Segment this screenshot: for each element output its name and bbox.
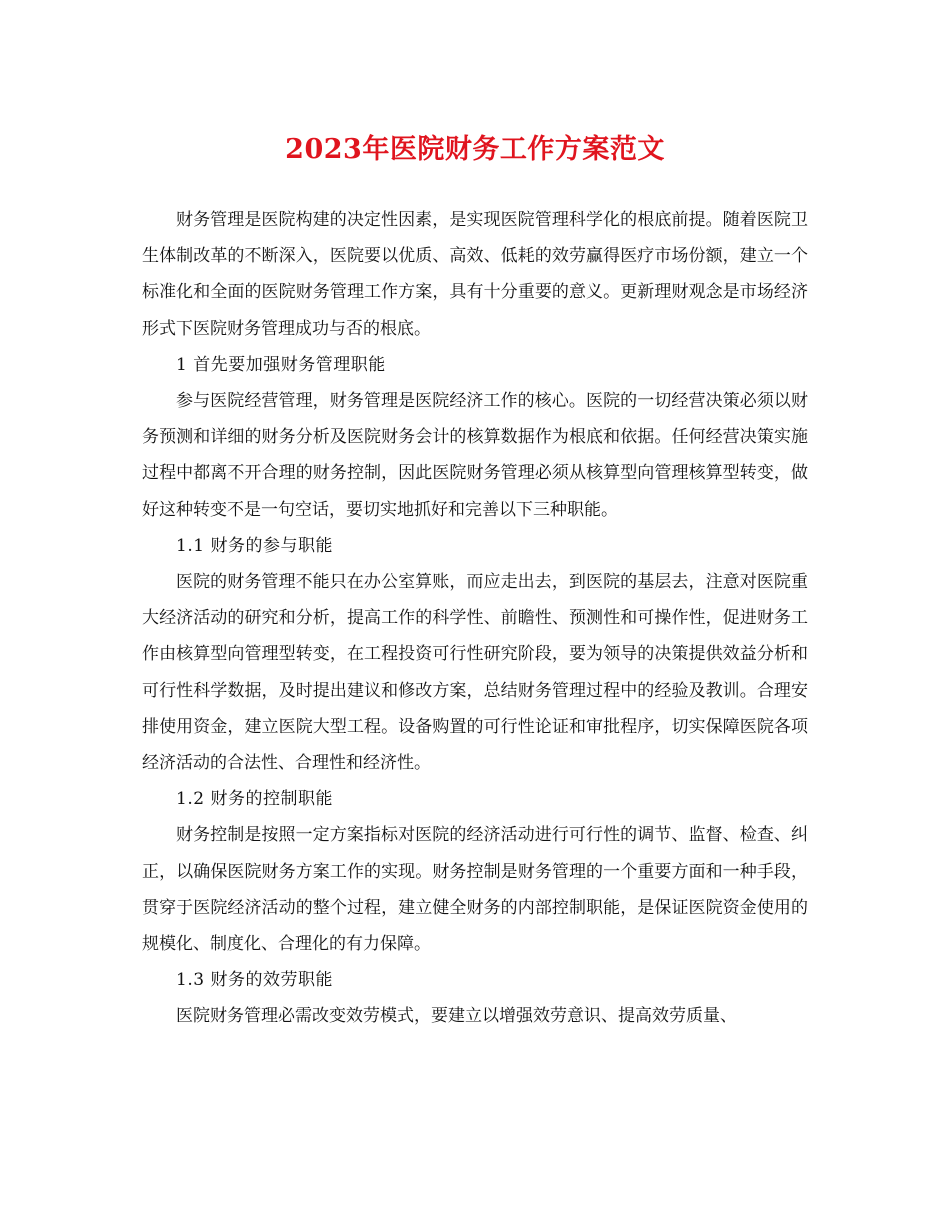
section-heading-1: 1 首先要加强财务管理职能: [176, 354, 386, 375]
document-body: [142, 202, 808, 1035]
document-title: 2023年医院财务工作方案范文: [285, 134, 665, 165]
section-heading-1-3: 1.3 财务的效劳职能: [176, 970, 333, 991]
paragraph-section-1-2: 财务控制是按照一定方案指标对医院的经济活动进行可行性的调节、监督、检查、纠正，以确保医院财务方案工作的实现。财务控制是财务管理的一个重要方面和一种手段，贯穿于医院经济活动的整个过程，建立健全财务的内部控制职能，是保证医院资金使用的规模化、制度化、合理化的有力保障。: [142, 825, 808, 955]
paragraph-section-1-3: 医院财务管理必需改变效劳模式，要建立以增强效劳意识、提高效劳质量、: [176, 1006, 737, 1027]
paragraph-intro: 财务管理是医院构建的决定性因素，是实现医院管理科学化的根底前提。随着医院卫生体制改革的不断深入，医院要以优质、高效、低耗的效劳赢得医疗市场份额，建立一个标准化和全面的医院财务管理工作方案，具有十分重要的意义。更新理财观念是市场经济形式下医院财务管理成功与否的根底。: [142, 210, 808, 339]
paragraph-section-1-1: 医院的财务管理不能只在办公室算账，而应走出去，到医院的基层去，注意对医院重大经济活动的研究和分析，提高工作的科学性、前瞻性、预测性和可操作性，促进财务工作由核算型向管理型转变，在工程投资可行性研究阶段，要为领导的决策提供效益分析和可行性科学数据，及时提出建议和修改方案，总结财务管理过程中的经验及教训。合理安排使用资金，建立医院大型工程。设备购置的可行性论证和审批程序，切实保障医院各项经济活动的合法性、合理性和经济性。: [142, 572, 808, 774]
paragraph-section-1: 参与医院经营管理，财务管理是医院经济工作的核心。医院的一切经营决策必须以财务预测和详细的财务分析及医院财务会计的核算数据作为根底和依据。任何经营决策实施过程中都离不开合理的财务控制，因此医院财务管理必须从核算型向管理核算型转变，做好这种转变不是一句空话，要切实地抓好和完善以下三种职能。: [142, 391, 808, 520]
section-heading-1-2: 1.2 财务的控制职能: [176, 789, 333, 810]
section-heading-1-1: 1.1 财务的参与职能: [176, 535, 333, 556]
